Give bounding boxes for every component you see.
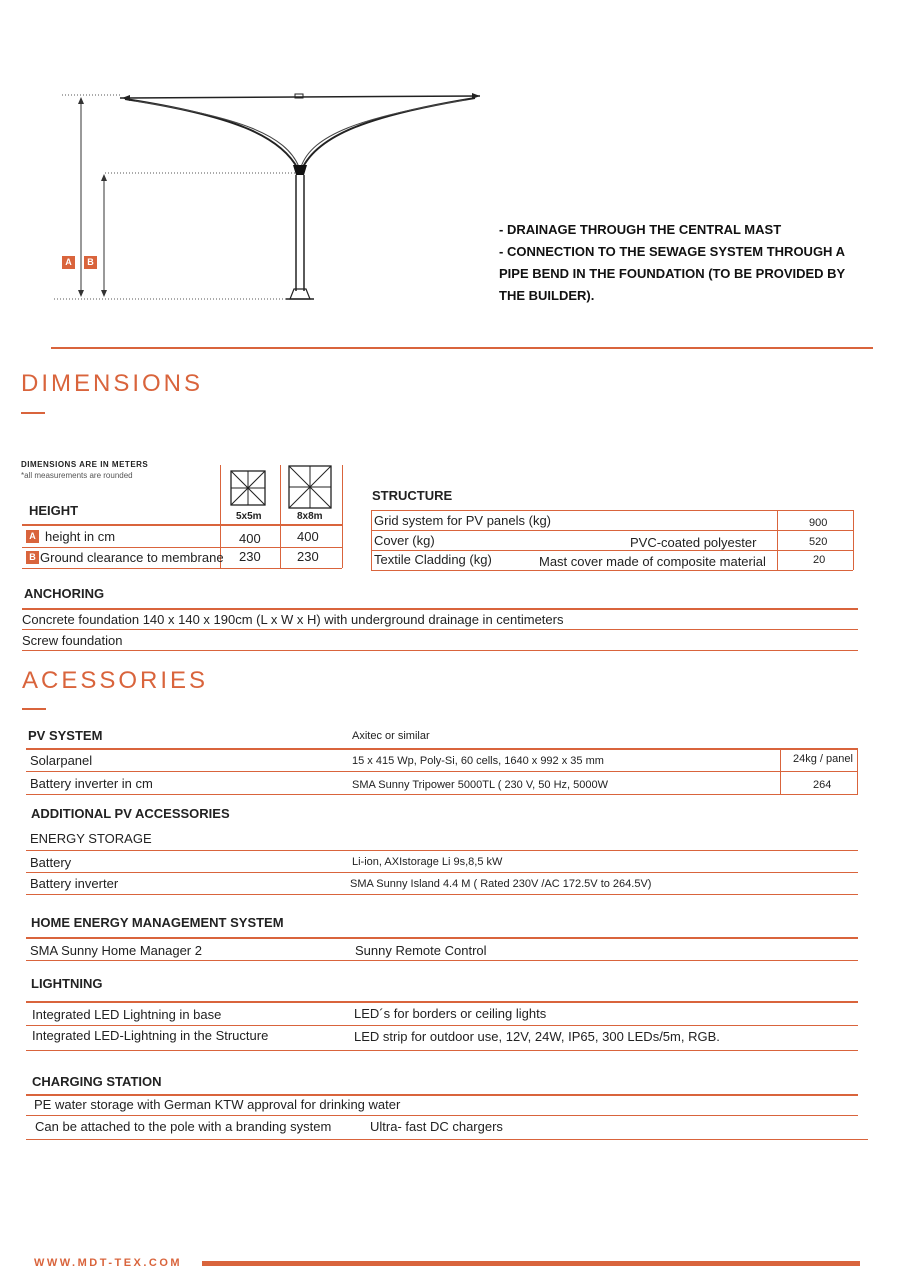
- anchoring-row: Screw foundation: [22, 633, 123, 648]
- label-b-badge: B: [84, 256, 97, 269]
- table-border: [371, 510, 372, 570]
- dimensions-note-title: DIMENSIONS ARE IN METERS: [21, 460, 149, 469]
- table-rule: [22, 629, 858, 630]
- lightning-row-label: Integrated LED Lightning in base: [32, 1007, 222, 1022]
- title-dash: [22, 708, 46, 710]
- structure-row-value: 900: [809, 517, 828, 529]
- table-rule: [26, 771, 858, 772]
- charging-row: Can be attached to the pole with a branding system: [35, 1119, 332, 1134]
- row-badge-a: A: [26, 530, 39, 543]
- structure-row-desc: Mast cover made of composite material: [539, 554, 766, 569]
- table-rule: [22, 650, 858, 651]
- lightning-header: LIGHTNING: [31, 976, 103, 991]
- structure-row-label: Textile Cladding (kg): [374, 552, 492, 567]
- drainage-note-line: THE BUILDER).: [499, 288, 595, 303]
- table-rule: [26, 1115, 858, 1116]
- size-5x5-icon: [230, 470, 266, 506]
- size-8x8-icon: [288, 465, 332, 509]
- umbrella-side-diagram: [50, 85, 490, 310]
- table-border: [342, 465, 343, 568]
- pv-row-value: 264: [813, 779, 832, 791]
- structure-header: STRUCTURE: [372, 488, 453, 503]
- hems-header: HOME ENERGY MANAGEMENT SYSTEM: [31, 915, 284, 930]
- table-rule: [26, 960, 858, 961]
- table-rule: [22, 568, 342, 569]
- additional-row-desc: SMA Sunny Island 4.4 M ( Rated 230V /AC 172.5V to 264.5V): [350, 878, 652, 890]
- charging-row-right: Ultra- fast DC chargers: [370, 1119, 503, 1134]
- dimensions-title: DIMENSIONS: [21, 370, 204, 397]
- table-rule: [22, 547, 342, 548]
- section-divider: [51, 347, 873, 349]
- structure-row-label: Grid system for PV panels (kg): [374, 513, 551, 528]
- pv-system-brand: Axitec or similar: [352, 730, 430, 742]
- table-rule: [26, 872, 858, 873]
- table-border: [853, 510, 854, 570]
- anchoring-header: ANCHORING: [24, 586, 105, 601]
- size-label: 5x5m: [236, 511, 262, 522]
- structure-row-value: 20: [813, 554, 826, 566]
- height-row-value: 230: [297, 549, 319, 564]
- additional-row-label: Battery: [30, 855, 72, 870]
- table-border: [777, 510, 778, 570]
- additional-row-desc: Li-ion, AXIstorage Li 9s,8,5 kW: [352, 856, 503, 868]
- table-rule: [26, 794, 858, 795]
- charging-header: CHARGING STATION: [32, 1074, 162, 1089]
- table-border: [280, 465, 281, 568]
- height-row-value: 230: [239, 549, 261, 564]
- energy-storage-subheader: ENERGY STORAGE: [30, 831, 152, 846]
- table-rule: [371, 530, 853, 531]
- table-rule: [26, 1025, 858, 1026]
- table-rule: [371, 570, 853, 571]
- height-row-label: Ground clearance to membrane: [40, 550, 224, 565]
- table-rule: [371, 510, 853, 511]
- pv-system-header: PV SYSTEM: [28, 728, 103, 743]
- label-a-badge: A: [62, 256, 75, 269]
- table-rule: [26, 937, 858, 939]
- drainage-note-line: PIPE BEND IN THE FOUNDATION (TO BE PROVIDED BY: [499, 266, 846, 281]
- title-dash: [21, 412, 45, 414]
- pv-row-desc: 15 x 415 Wp, Poly-Si, 60 cells, 1640 x 992 x 35 mm: [352, 755, 604, 767]
- structure-row-desc: PVC-coated polyester: [630, 535, 757, 550]
- table-rule: [26, 1001, 858, 1003]
- table-rule: [26, 1050, 858, 1051]
- height-header: HEIGHT: [29, 503, 79, 518]
- structure-row-label: Cover (kg): [374, 533, 435, 548]
- structure-row-value: 520: [809, 536, 828, 548]
- table-rule: [26, 1094, 858, 1096]
- size-label: 8x8m: [297, 511, 323, 522]
- pv-row-label: Solarpanel: [30, 753, 93, 768]
- height-row-value: 400: [239, 531, 261, 546]
- table-rule: [26, 850, 858, 851]
- drainage-notes: [499, 219, 879, 307]
- height-row-label: height in cm: [45, 529, 116, 544]
- table-rule: [22, 524, 342, 526]
- table-rule: [26, 894, 858, 895]
- drainage-note-line: - CONNECTION TO THE SEWAGE SYSTEM THROUGH A: [499, 244, 845, 259]
- footer-url[interactable]: WWW.MDT-TEX.COM: [34, 1257, 183, 1269]
- table-rule: [371, 550, 853, 551]
- additional-row-label: Battery inverter: [30, 876, 119, 891]
- footer-bar: [202, 1261, 860, 1266]
- table-rule: [26, 748, 858, 750]
- accessories-title: ACESSORIES: [22, 667, 209, 694]
- hems-left: SMA Sunny Home Manager 2: [30, 943, 202, 958]
- anchoring-row: Concrete foundation 140 x 140 x 190cm (L x W x H) with underground drainage in centimeters: [22, 612, 564, 627]
- drainage-note-line: - DRAINAGE THROUGH THE CENTRAL MAST: [499, 222, 782, 237]
- lightning-row-desc: LED strip for outdoor use, 12V, 24W, IP65, 300 LEDs/5m, RGB.: [354, 1029, 720, 1044]
- charging-row: PE water storage with German KTW approval for drinking water: [34, 1097, 401, 1112]
- row-badge-b: B: [26, 551, 39, 564]
- table-rule: [22, 608, 858, 610]
- lightning-row-label: Integrated LED-Lightning in the Structure: [32, 1028, 269, 1043]
- additional-header: ADDITIONAL PV ACCESSORIES: [31, 806, 230, 821]
- pv-row-label: Battery inverter in cm: [30, 776, 153, 791]
- hems-right: Sunny Remote Control: [355, 943, 487, 958]
- table-rule: [26, 1139, 868, 1140]
- pv-row-value: 24kg / panel: [793, 753, 853, 765]
- dimensions-note-sub: *all measurements are rounded: [21, 471, 133, 480]
- lightning-row-desc: LED´s for borders or ceiling lights: [354, 1006, 547, 1021]
- pv-row-desc: SMA Sunny Tripower 5000TL ( 230 V, 50 Hz, 5000W: [352, 779, 608, 791]
- height-row-value: 400: [297, 529, 319, 544]
